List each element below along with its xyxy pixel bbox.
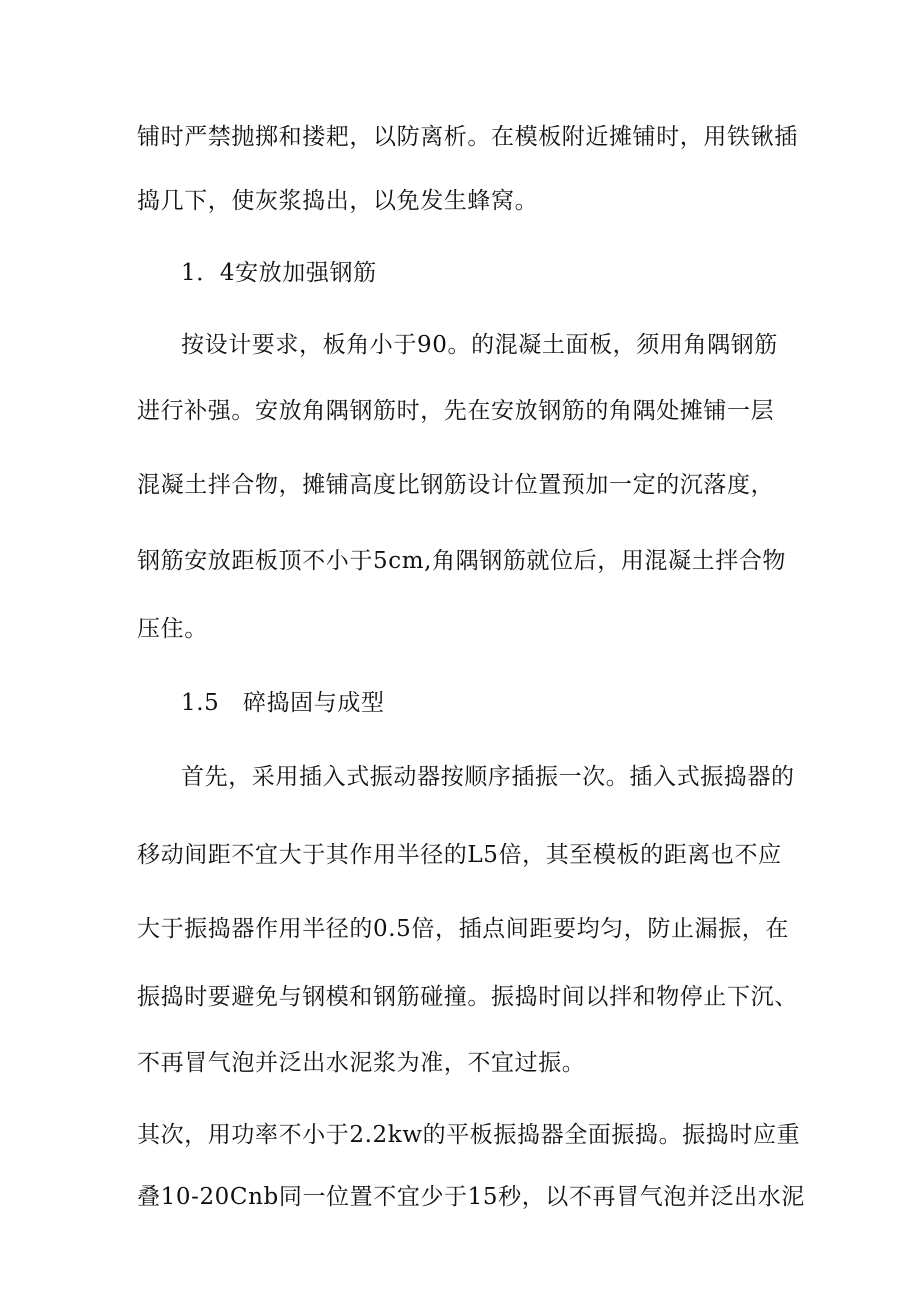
paragraph-line: 压住。 — [137, 616, 208, 642]
paragraph-line: 铺时严禁抛掷和搂耙，以防离析。在模板附近摊铺时，用铁锹插 — [137, 124, 798, 150]
paragraph-line: 叠10-20Cnb同一位置不宜少于15秒，以不再冒气泡并泛出水泥 — [137, 1184, 805, 1210]
paragraph-line: 大于振捣器作用半径的0.5倍，插点间距要均匀，防止漏振，在 — [137, 916, 789, 942]
paragraph-line: 首先，采用插入式振动器按顺序插振一次。插入式振捣器的 — [181, 764, 795, 790]
section-heading: 1．4安放加强钢筋 — [181, 260, 377, 286]
paragraph-line: 其次，用功率不小于2.2kw的平板振捣器全面振捣。振捣时应重 — [137, 1122, 801, 1148]
paragraph-line: 按设计要求，板角小于90。的混凝土面板，须用角隅钢筋 — [181, 332, 778, 358]
paragraph-line: 混凝土拌合物，摊铺高度比钢筋设计位置预加一定的沉落度， — [137, 472, 775, 498]
paragraph-line: 振捣时要避免与钢模和钢筋碰撞。振捣时间以拌和物停止下沉、 — [137, 984, 798, 1010]
paragraph-line: 捣几下，使灰浆捣出，以免发生蜂窝。 — [137, 188, 539, 214]
paragraph-line: 移动间距不宜大于其作用半径的L5倍，其至模板的距离也不应 — [137, 842, 782, 868]
paragraph-line: 进行补强。安放角隅钢筋时，先在安放钢筋的角隅处摊铺一层 — [137, 398, 775, 424]
paragraph-line: 钢筋安放距板顶不小于5cm,角隅钢筋就位后，用混凝土拌合物 — [137, 548, 787, 574]
section-heading: 1.5 碎捣固与成型 — [181, 690, 385, 716]
paragraph-line: 不再冒气泡并泛出水泥浆为准，不宜过振。 — [137, 1050, 586, 1076]
